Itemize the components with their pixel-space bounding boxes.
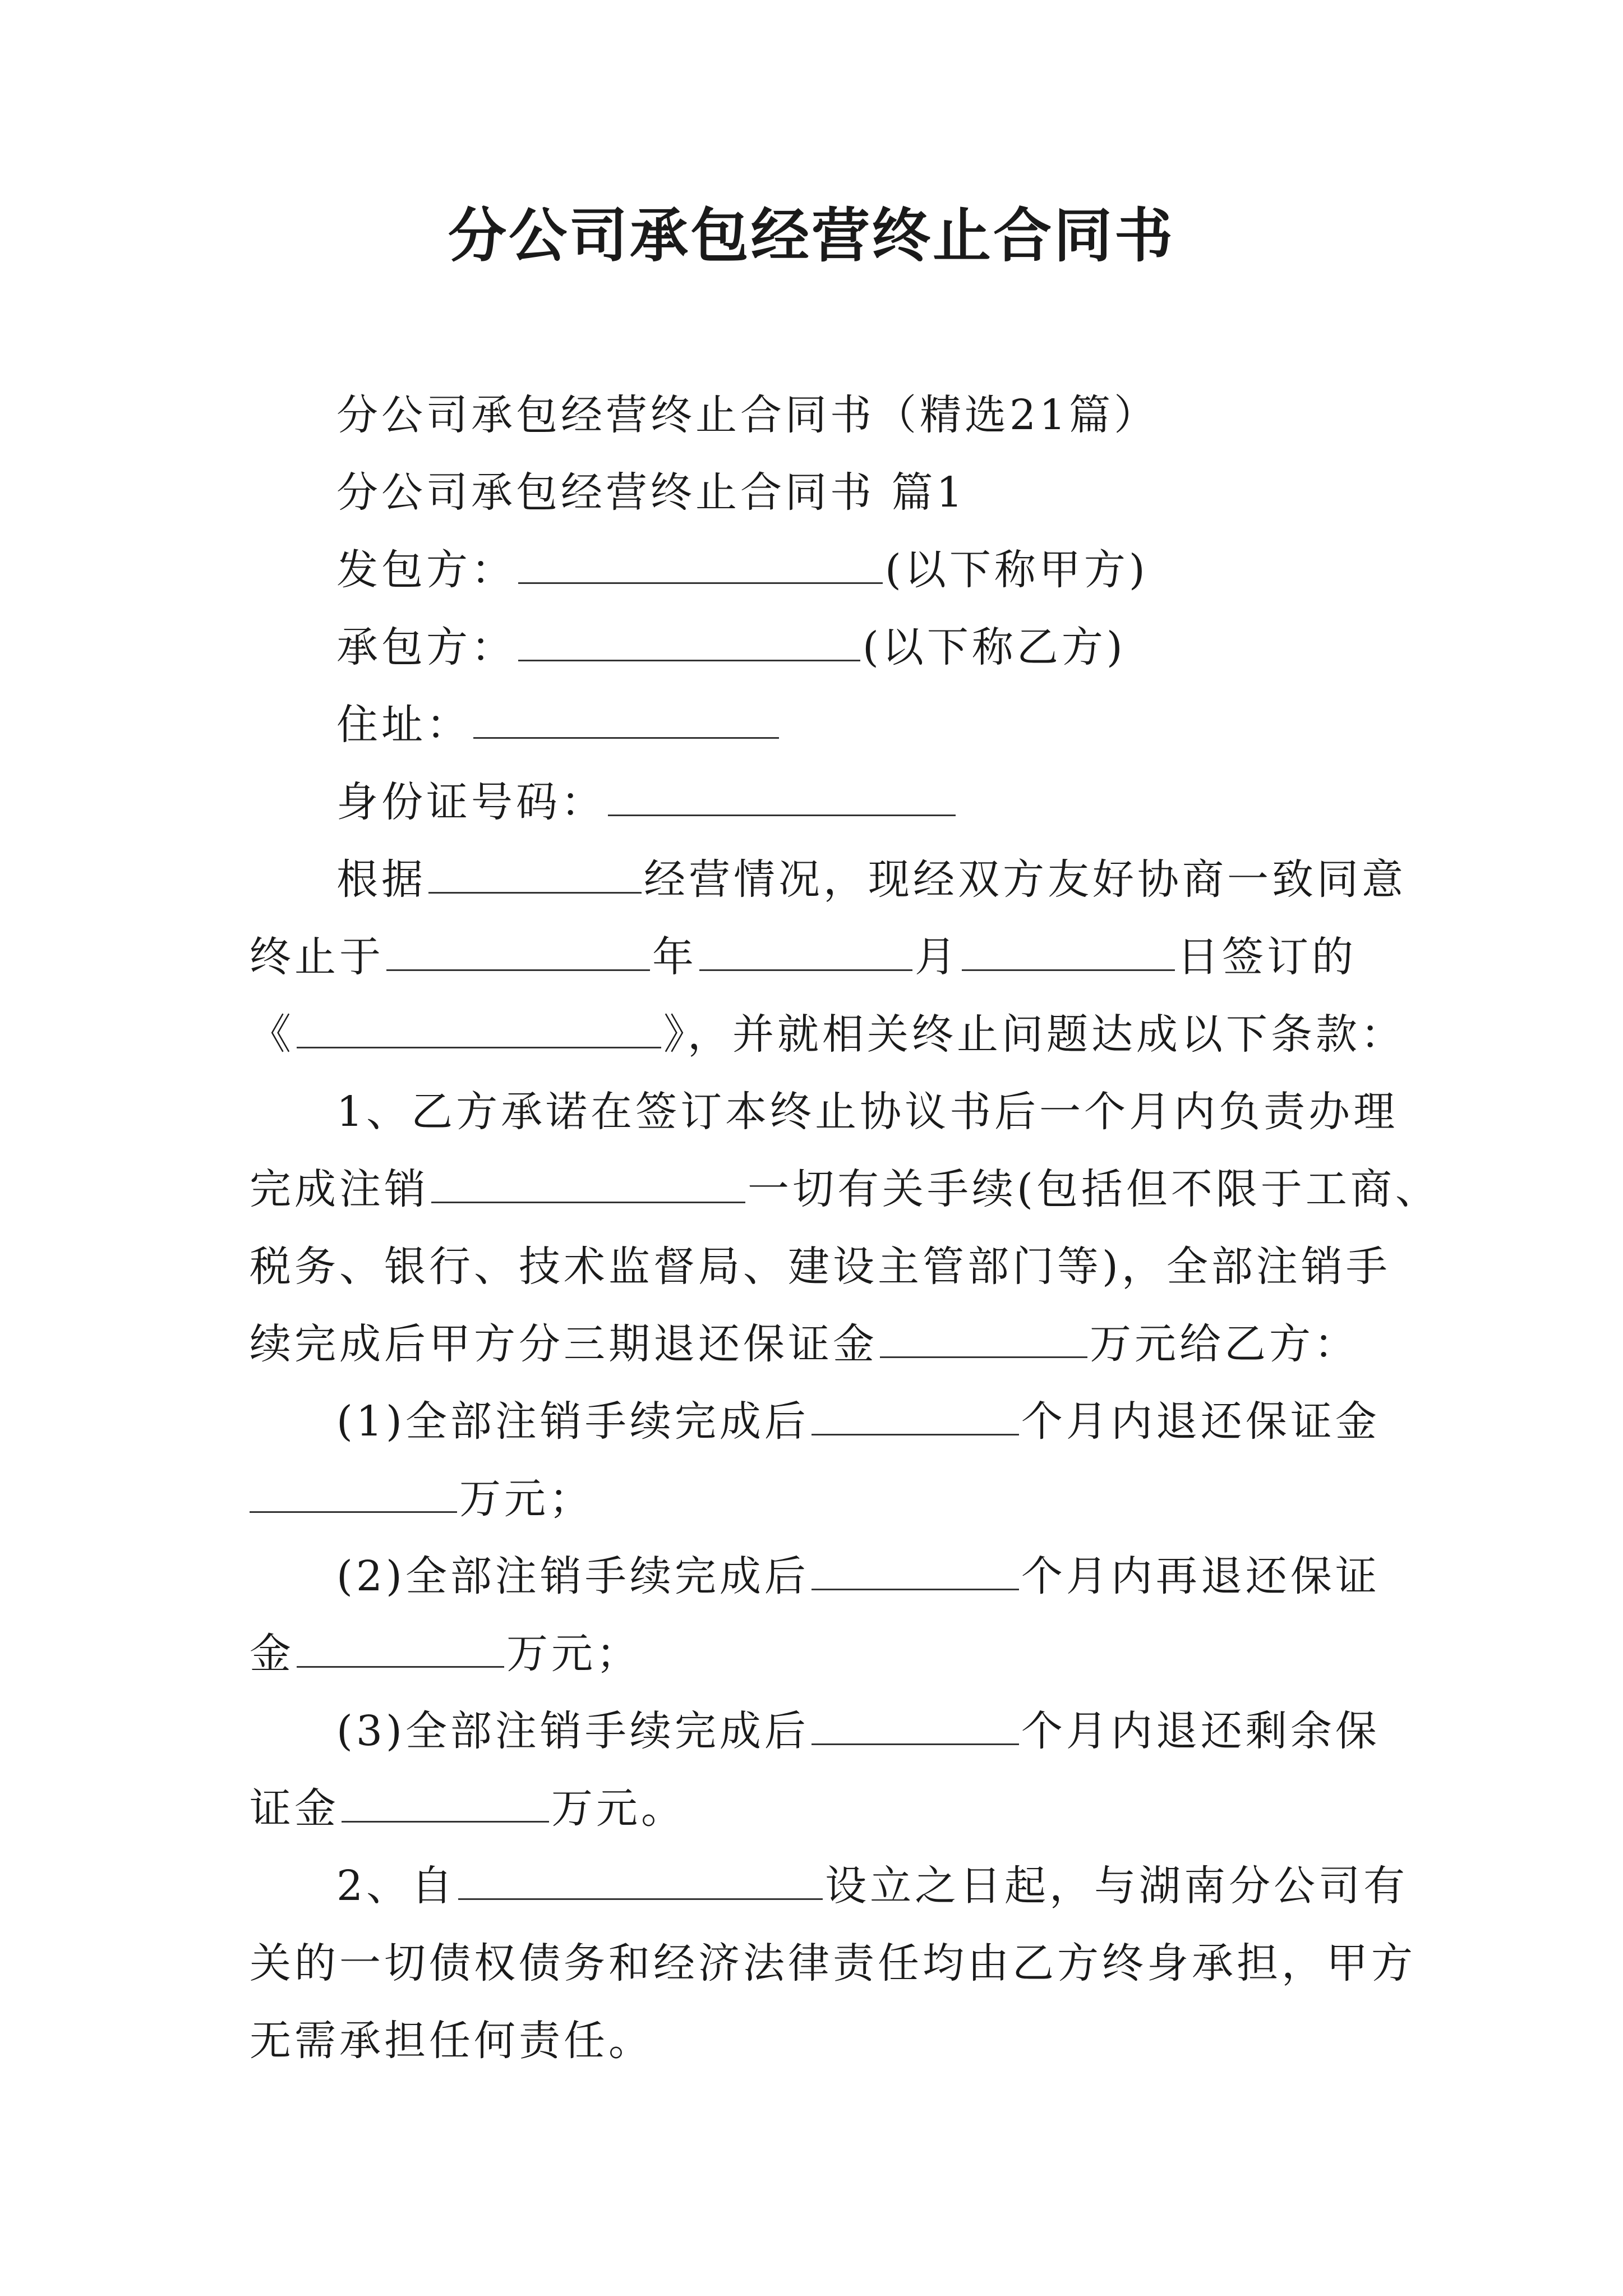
sub2-line-1 [336,1548,1380,1604]
intro-line-3 [250,1006,1405,1062]
id-line [336,774,958,830]
branch-blank[interactable] [458,1862,823,1900]
clause2-line-3: 无需承担任何责任。 [250,2017,653,2065]
id-blank[interactable] [608,779,956,816]
sub2-amount-blank[interactable] [297,1630,504,1668]
clause-text: 万元； [459,1475,594,1523]
address-label: 住址： [336,701,471,749]
clause-text: 续完成后甲方分三期退还保证金 [250,1320,878,1368]
intro-text: 月 [915,933,960,981]
contractor-blank[interactable] [518,624,860,661]
clause-text: 证金 [250,1784,339,1833]
clause2-line-2: 关的一切债权债务和经济法律责任均由乙方终身承担，甲方 [250,1939,1416,1987]
sub3-line-2 [250,1780,686,1837]
sub1-months-blank[interactable] [811,1398,1019,1435]
clause-text: (1)全部注销手续完成后 [336,1397,809,1446]
month-blank[interactable] [699,933,912,971]
address-line [336,697,781,753]
clause-text: 万元； [506,1630,641,1678]
clause-text: 万元给乙方： [1090,1320,1359,1368]
deposit-total-blank[interactable] [880,1320,1087,1358]
sub3-line-1 [336,1703,1380,1759]
issuer-blank[interactable] [518,546,883,584]
clause1-line-3: 税务、银行、技术监督局、建设主管部门等)，全部注销手 [250,1243,1391,1291]
intro-text: 日签订的 [1177,933,1357,981]
clause1-line-1: 1、乙方承诺在签订本终止协议书后一个月内负责办理 [336,1088,1399,1136]
intro-text: 终止于 [250,933,384,981]
id-label: 身份证号码： [336,778,606,826]
contractor-label: 承包方： [336,623,516,671]
contractor-line [336,619,1126,675]
intro-text: 年 [652,933,697,981]
year-blank[interactable] [386,933,650,971]
clause2-line-1 [336,1858,1408,1914]
intro-line-2 [250,929,1357,985]
sub2-line-2 [250,1626,641,1682]
sub1-amount-blank[interactable] [250,1475,457,1513]
clause1-line-2 [250,1161,1440,1217]
clause-text: 一切有关手续(包括但不限于工商、 [748,1165,1440,1213]
subtitle: 分公司承包经营终止合同书（精选21篇） [336,391,1159,439]
clause-text: 个月内退还剩余保 [1021,1707,1380,1755]
clause-text: 万元。 [551,1784,686,1833]
document-title: 分公司承包经营终止合同书 [448,201,1175,270]
clause-text: (3)全部注销手续完成后 [336,1707,809,1755]
clause-text: 金 [250,1630,294,1678]
issuer-label: 发包方： [336,546,516,594]
issuer-suffix: (以下称甲方) [885,546,1149,594]
sub2-months-blank[interactable] [811,1553,1019,1590]
clause1-line-4 [250,1316,1359,1372]
section-heading: 分公司承包经营终止合同书 篇1 [336,468,966,517]
clause-text: 2、自 [336,1862,457,1910]
business-blank[interactable] [428,856,642,894]
intro-line-1 [336,852,1407,908]
intro-text: 根据 [336,855,426,904]
sub3-amount-blank[interactable] [342,1785,549,1823]
contractor-suffix: (以下称乙方) [863,623,1126,671]
day-blank[interactable] [962,933,1175,971]
clause-text: 个月内退还保证金 [1021,1397,1380,1446]
intro-text: 》，并就相关终止问题达成以下条款： [663,1010,1405,1059]
clause-text: 个月内再退还保证 [1021,1552,1380,1600]
address-blank[interactable] [473,701,779,739]
clause-text: (2)全部注销手续完成后 [336,1552,809,1600]
issuer-line [336,542,1149,598]
sub3-months-blank[interactable] [811,1708,1019,1745]
sub1-line-2 [250,1471,594,1527]
contract-name-blank[interactable] [297,1011,661,1048]
deregister-blank[interactable] [431,1166,745,1203]
sub1-line-1 [336,1393,1380,1450]
intro-text: 《 [250,1010,294,1059]
clause-text: 设立之日起，与湖南分公司有 [825,1862,1409,1910]
clause-text: 完成注销 [250,1165,429,1213]
intro-text: 经营情况，现经双方友好协商一致同意 [644,855,1407,904]
